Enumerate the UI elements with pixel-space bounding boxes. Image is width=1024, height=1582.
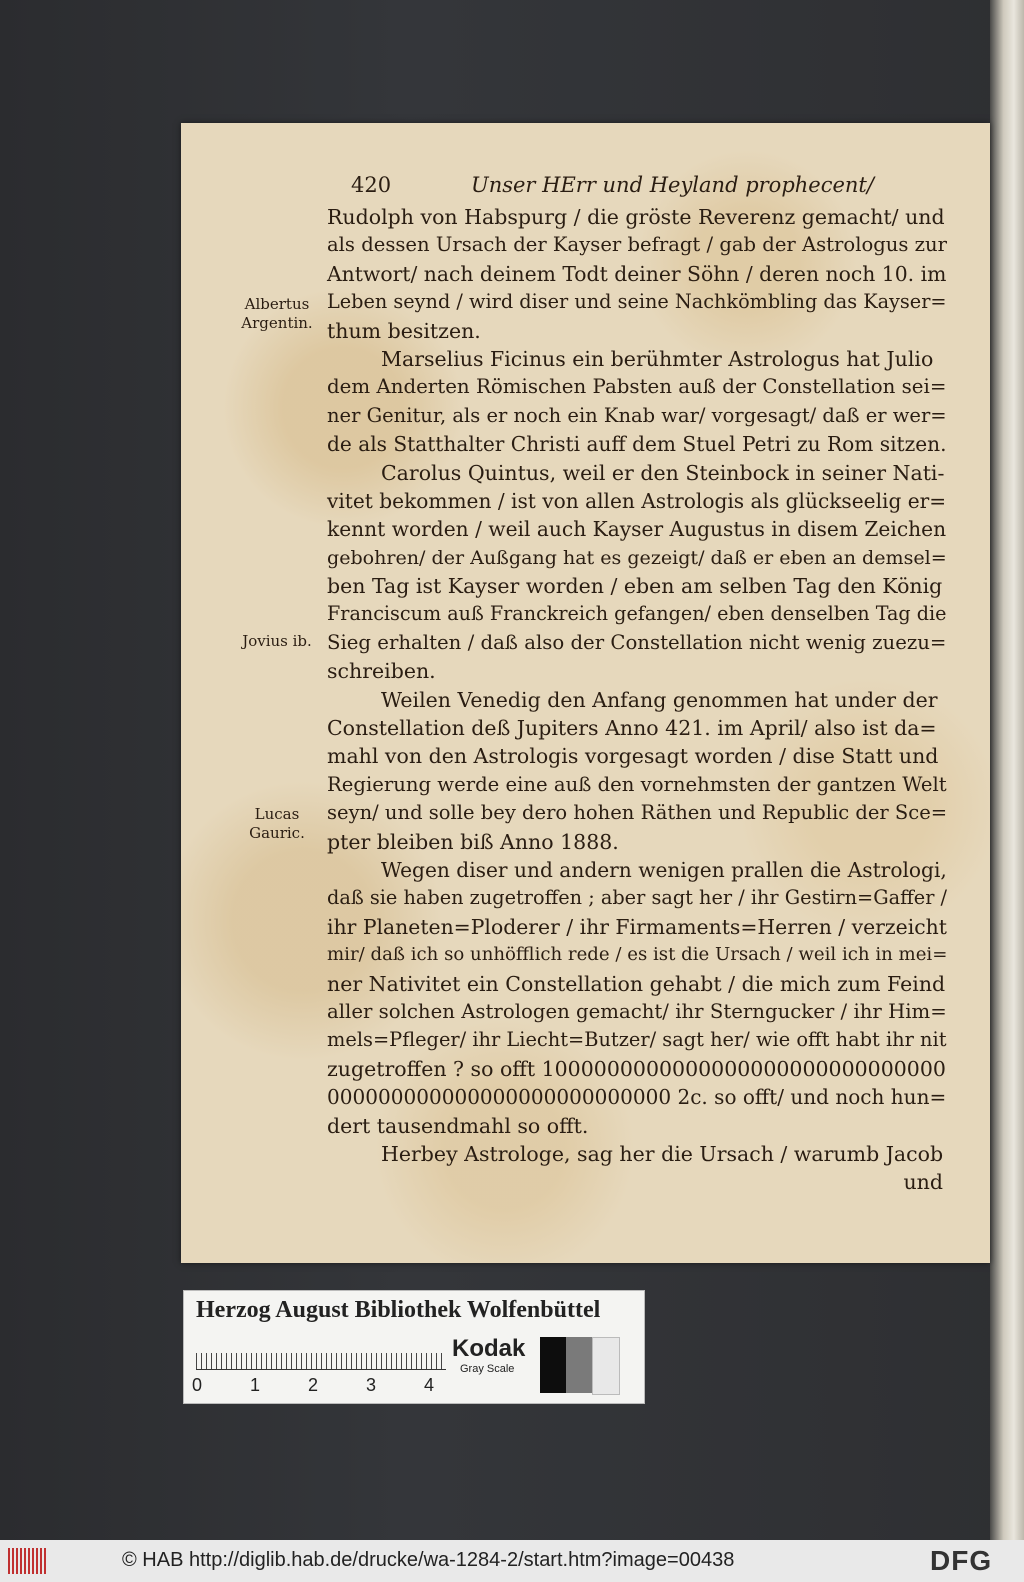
ruler-label: 1 (250, 1375, 261, 1395)
library-name: Herzog August Bibliothek Wolfenbüttel (196, 1297, 601, 1323)
text-line: ben Tag ist Kayser worden / eben am selben Tag den König (327, 574, 943, 599)
text-line: kennt worden / weil auch Kayser Augustus in disem Zeichen (327, 517, 947, 542)
gray-scale-label: Gray Scale (460, 1363, 515, 1375)
text-line: mahl von den Astrologis vorgesagt worden / dise Statt und (327, 744, 939, 769)
text-line: daß sie haben zugetroffen ; aber sagt her / ihr Gestirn=Gaffer / (327, 886, 948, 910)
text-line: mir/ daß ich so unhöfflich rede / es ist die Ursach / weil ich in mei= (327, 944, 948, 966)
running-head: Unser HErr und Heyland prophecent/ (471, 173, 874, 197)
gray-patch-white (592, 1337, 620, 1395)
margin-note-jovius: Jovius ib. (242, 632, 312, 650)
kodak-logo: Kodak (452, 1335, 526, 1362)
text-line: Carolus Quintus, weil er den Steinbock in seiner Nati- (381, 460, 945, 485)
text-line: Constellation deß Jupiters Anno 421. im April/ also ist da= (327, 716, 937, 741)
text-line: Weilen Venedig den Anfang genommen hat under der (381, 687, 938, 712)
ruler-label: 0 (192, 1375, 203, 1395)
body-text (327, 203, 947, 1197)
text-line: thum besitzen. (327, 318, 481, 343)
text-line: Antwort/ nach deinem Todt deiner Söhn / deren noch 10. im (327, 261, 947, 286)
text-line: Franciscum auß Franckreich gefangen/ eben denselben Tag die (327, 602, 947, 626)
text-line: gebohren/ der Außgang hat es gezeigt/ daß er eben an demsel= (327, 546, 947, 569)
gray-patch-black (540, 1337, 566, 1393)
gray-patch-mid (566, 1337, 592, 1393)
color-target-card (183, 1290, 645, 1404)
text-line: Wegen diser und andern wenigen prallen die Astrologi, (381, 857, 947, 882)
text-line: ner Genitur, als er noch ein Knab war/ vorgesagt/ daß er wer= (327, 403, 947, 427)
footer-bar (0, 1540, 1024, 1582)
text-line: 000000000000000000000000000 2c. so offt/ und noch hun= (327, 1085, 947, 1110)
measurement-ruler (196, 1339, 446, 1370)
text-line: mels=Pfleger/ ihr Liecht=Butzer/ sagt her/ wie offt habt ihr nit (327, 1028, 947, 1052)
margin-note-albertus: Albertus Argentin. (241, 295, 313, 332)
dfg-logo: DFG (930, 1545, 993, 1576)
text-line: Regierung werde eine auß den vornehmsten der gantzen Welt (327, 772, 947, 796)
ruler-label: 2 (308, 1375, 319, 1395)
ruler-label: 4 (424, 1375, 435, 1395)
text-line: dert tausendmahl so offt. (327, 1113, 589, 1138)
text-line: de als Statthalter Christi auff dem Stuel Petri zu Rom sitzen. (327, 432, 947, 457)
barcode-icon (8, 1548, 48, 1574)
ruler-label: 3 (366, 1375, 377, 1395)
page-header (351, 173, 911, 203)
text-line: Rudolph von Habspurg / die gröste Reverenz gemacht/ und (327, 205, 945, 229)
text-line: seyn/ und solle bey dero hohen Räthen und Republic der Sce= (327, 801, 948, 825)
text-line: dem Anderten Römischen Pabsten auß der Constellation sei= (327, 375, 947, 399)
text-line: pter bleiben biß Anno 1888. (327, 829, 619, 854)
text-line: Herbey Astrologe, sag her die Ursach / warumb Jacob (381, 1141, 944, 1166)
text-line: Marselius Ficinus ein berühmter Astrologus hat Julio (381, 346, 934, 371)
text-line: aller solchen Astrologen gemacht/ ihr Sterngucker / ihr Him= (327, 999, 947, 1023)
text-line: ner Nativitet ein Constellation gehabt / die mich zum Feind (327, 971, 946, 996)
text-line: ihr Planeten=Ploderer / ihr Firmaments=Herren / verzeicht (327, 914, 947, 939)
text-line: Sieg erhalten / daß also der Constellation nicht wenig zuezu= (327, 630, 947, 654)
text-line: und (903, 1170, 943, 1195)
margin-note-lucas: Lucas Gauric. (249, 805, 305, 842)
next-page-edge (990, 0, 1024, 1540)
text-line: schreiben. (327, 659, 436, 684)
text-line: vitet bekommen / ist von allen Astrologis als glückseelig er= (327, 488, 947, 513)
page-number: 420 (351, 173, 392, 197)
book-page (181, 123, 990, 1263)
text-line: als dessen Ursach der Kayser befragt / gab der Astrologus zur (327, 233, 947, 257)
text-line: zugetroffen ? so offt 1000000000000000000000000000000 (327, 1056, 946, 1081)
text-line: Leben seynd / wird diser und seine Nachkömbling das Kayser= (327, 290, 947, 314)
footer-credit-link[interactable]: © HAB http://diglib.hab.de/drucke/wa-1284-2/start.htm?image=00438 (122, 1549, 735, 1571)
